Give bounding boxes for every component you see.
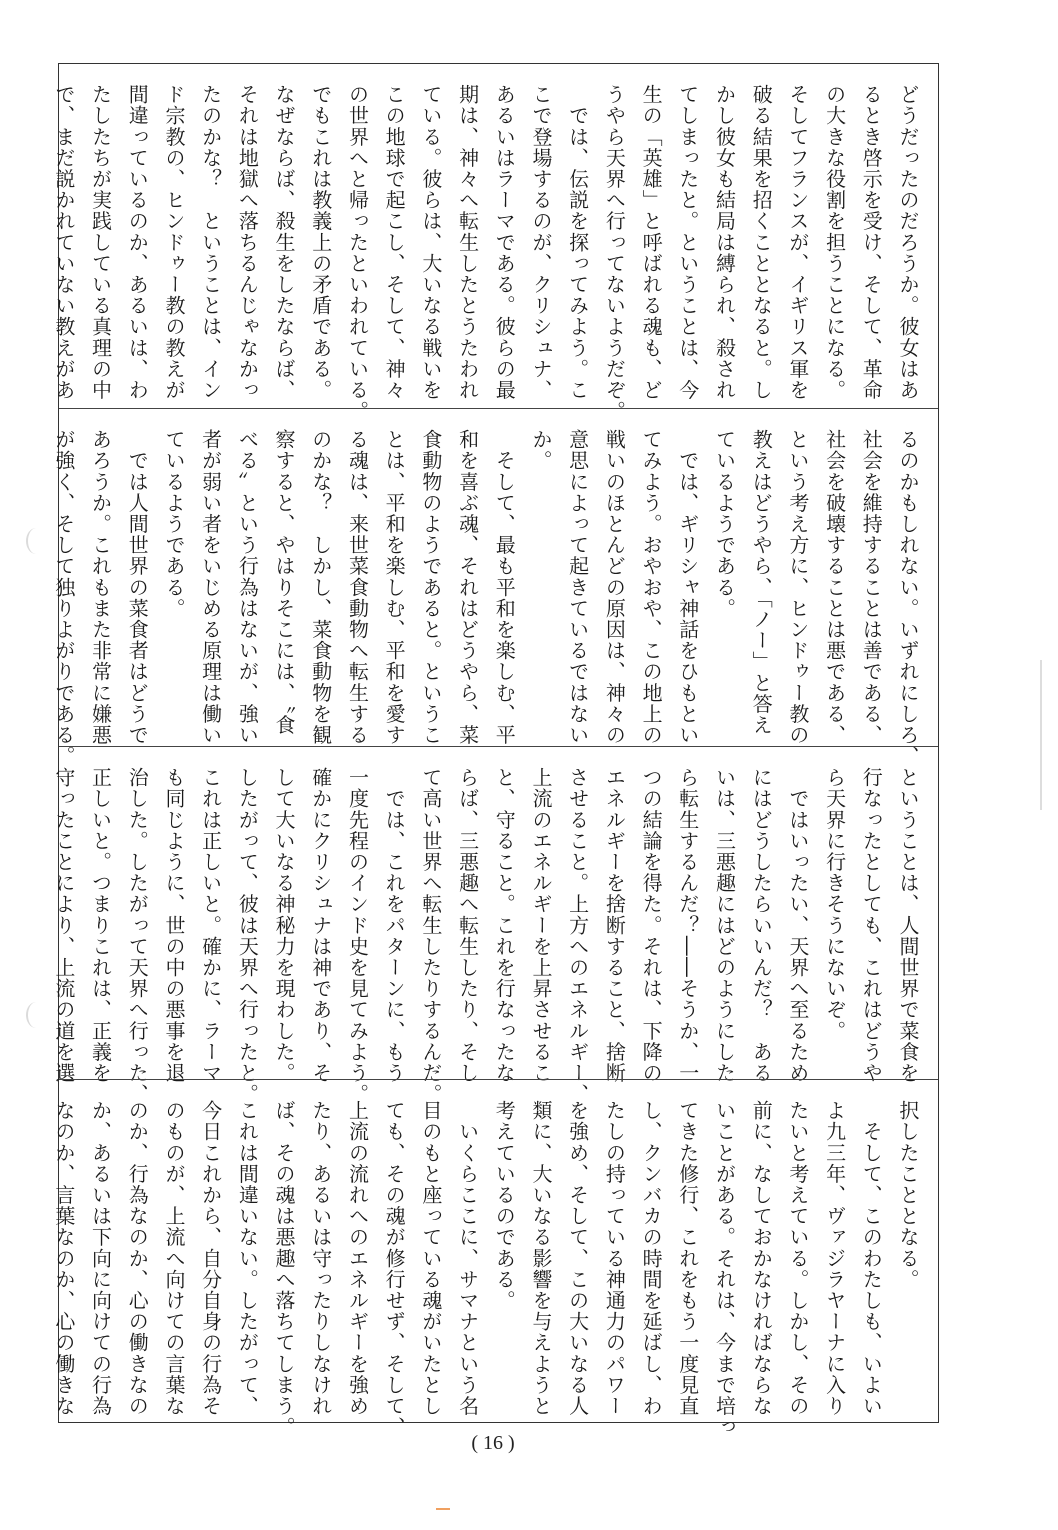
text-column: てみよう。おやおや、この地上の [639,429,664,746]
text-column: では、ギリシャ神話をひもとい [675,429,700,746]
text-column: 上流のエネルギーを上昇させるこ [528,767,553,1084]
tier-text [45,1100,926,1438]
tier-text [45,429,926,767]
text-column: か。 [528,429,553,472]
text-column: 者が弱い者をいじめる原理は働い [198,429,223,746]
text-column: して大いなる神秘力を現わした。 [272,767,297,1084]
text-column: 戦いのほとんどの原因は、神々の [602,429,627,746]
text-column: そしてフランスが、イギリス軍を [785,84,810,401]
text-column: にはどうしたらいいんだ？ ある [749,767,774,1084]
text-column: るのかもしれない。いずれにしろ、 [896,429,920,767]
text-column: らば、三悪趣へ転生したり、そし [455,767,480,1084]
text-column: あるいはラーマである。彼らの最 [492,84,517,401]
text-column: てしまったと。ということは、今 [675,84,700,401]
text-column: て高い世界へ転生したりするんだ。 [418,767,443,1105]
tier-text [45,84,926,422]
text-column: いは、三悪趣にはどのようにした [712,767,737,1084]
text-column: 和を喜ぶ魂、それはどうやら、菜 [455,429,480,746]
text-column: のものが、上流へ向けての言葉な [161,1100,186,1417]
text-column: るとき啓示を受け、そして、革命 [859,84,884,401]
text-column: 上流の流れへのエネルギーを強め [345,1100,370,1417]
text-column: かし彼女も結局は縛られ、殺され [712,84,737,401]
text-column: こで登場するのが、クリシュナ、 [528,84,553,401]
text-column: でもこれは教義上の矛盾である。 [308,84,333,401]
text-column: ということは、人間世界で菜食を [896,767,920,1084]
text-column: 食動物のようであると。というこ [418,429,443,746]
text-column: 択したこととなる。 [896,1100,920,1290]
binding-hole-mark [26,528,46,554]
text-column: の大きな役割を担うことになる。 [822,84,847,401]
text-column: 治した。したがって天界へ行った、 [125,767,150,1105]
text-column: なぜならば、殺生をしたならば、 [272,84,297,401]
page-number: ( 16 ) [471,1432,515,1454]
text-column: 社会を維持することは善である、 [859,429,884,746]
text-column: 間違っているのか、あるいは、わ [125,84,150,401]
text-column: 確かにクリシュナは神であり、そ [308,767,333,1084]
text-column: たしたちが実践している真理の中 [88,84,113,401]
text-column: 守ったことにより、上流の道を選 [51,767,76,1084]
text-column: 考えているのである。 [492,1100,517,1311]
text-column: ているようである。 [161,429,186,619]
text-column: よ九三年、ヴァジラヤーナに入り [822,1100,847,1417]
text-column: 生の「英雄」と呼ばれる魂も、ど [639,84,664,401]
text-column: いことがある。それは、今まで培っ [712,1100,737,1438]
text-column: させること。上方へのエネルギー、 [565,767,590,1105]
text-column: つの結論を得た。それは、下降の [639,767,664,1084]
text-column: どうだったのだろうか。彼女はあ [896,84,920,401]
text-column: が強く、そして独りよがりである。 [51,429,76,767]
text-frame [51,63,939,1438]
text-column: 一度先程のインド史を見てみよう。 [345,767,370,1105]
text-column: 意思によって起きているではない [565,429,590,746]
text-column: たしの持っている神通力のパワー [602,1100,627,1417]
text-column: 行なったとしても、これはどうや [859,767,884,1084]
text-column: ても、その魂が修行せず、そして、 [382,1100,407,1438]
scan-mark [436,1508,450,1510]
text-column: いくらここに、サマナという名 [455,1100,480,1417]
text-tier-4 [51,1079,938,1438]
text-tier-1 [51,64,938,422]
binding-hole-mark [26,1002,46,1028]
text-column: 前に、なしておかなければならな [749,1100,774,1417]
text-column: の世界へと帰ったといわれている。 [345,84,370,422]
text-column: そして、最も平和を楽しむ、平 [492,429,517,746]
text-column: ド宗教の、ヒンドゥー教の教えが [161,84,186,401]
text-column: ではいったい、天界へ至るため [785,767,810,1084]
page-edge-line [1040,660,1042,810]
text-column: ら転生するんだ？――そうか、一 [675,767,700,1084]
text-column: てきた修行、これをもう一度見直 [675,1100,700,1417]
text-column: たのかな？ ということは、イン [198,84,223,401]
text-tier-3 [51,746,938,1105]
text-tier-2 [51,408,938,767]
text-column: それは地獄へ落ちるんじゃなかっ [235,84,260,401]
text-column: ているようである。 [712,429,737,619]
text-column: なのか、言葉なのか、心の働きな [51,1100,76,1417]
text-column: という考え方に、ヒンドゥー教の [785,429,810,746]
text-column: うやら天界へ行ってないようだぞ。 [602,84,627,422]
text-column: べる〟という行為はないが、強い [235,429,260,746]
text-column: ば、その魂は悪趣へ落ちてしまう。 [272,1100,297,1438]
text-column: エネルギーを捨断すること、捨断 [602,767,627,1084]
text-column: これは間違いない。したがって、 [235,1100,260,1417]
text-column: この地球で起こし、そして、神々 [382,84,407,401]
text-column: たいと考えている。しかし、その [785,1100,810,1417]
text-column: 期は、神々へ転生したとうたわれ [455,84,480,401]
text-column: で、まだ説かれていない教えがあ [51,84,76,401]
text-column: と、守ること。これを行なったな [492,767,517,1084]
text-column: も同じように、世の中の悪事を退 [161,767,186,1084]
text-column: そして、このわたしも、いよい [859,1100,884,1417]
text-column: 教えはどうやら、「ノー」と答え [749,429,774,736]
text-column: これは正しいと。確かに、ラーマ [198,767,223,1084]
text-column: 社会を破壊することは悪である、 [822,429,847,746]
text-column: では、伝説を探ってみよう。こ [565,84,590,401]
text-column: 類に、大いなる影響を与えようと [528,1100,553,1417]
text-column: 目のもと座っている魂がいたとし [418,1100,443,1417]
text-column: ている。彼らは、大いなる戦いを [418,84,443,401]
text-column: したがって、彼は天界へ行ったと。 [235,767,260,1105]
text-column: たり、あるいは守ったりしなけれ [308,1100,333,1417]
text-column: 今日これから、自分自身の行為そ [198,1100,223,1417]
text-column: 正しいと。つまりこれは、正義を [88,767,113,1084]
text-column: 破る結果を招くこととなると。し [749,84,774,401]
text-column: 察すると、やはりそこには、〝食 [272,429,297,736]
text-column: では、これをパターンに、もう [382,767,407,1084]
text-column: ら天界に行きそうにないぞ。 [822,767,847,1042]
text-column: とは、平和を楽しむ、平和を愛す [382,429,407,746]
tier-text [45,767,926,1105]
text-column: あろうか。これもまた非常に嫌悪 [88,429,113,746]
text-column: では人間世界の菜食者はどうで [125,429,150,746]
text-column: のか、行為なのか、心の働きなの [125,1100,150,1417]
text-column: る魂は、来世菜食動物へ転生する [345,429,370,746]
text-column: し、クンバカの時間を延ばし、わ [639,1100,664,1417]
text-column: か、あるいは下向に向けての行為 [88,1100,113,1417]
text-column: のかな？ しかし、菜食動物を観 [308,429,333,746]
text-column: を強め、そして、この大いなる人 [565,1100,590,1417]
